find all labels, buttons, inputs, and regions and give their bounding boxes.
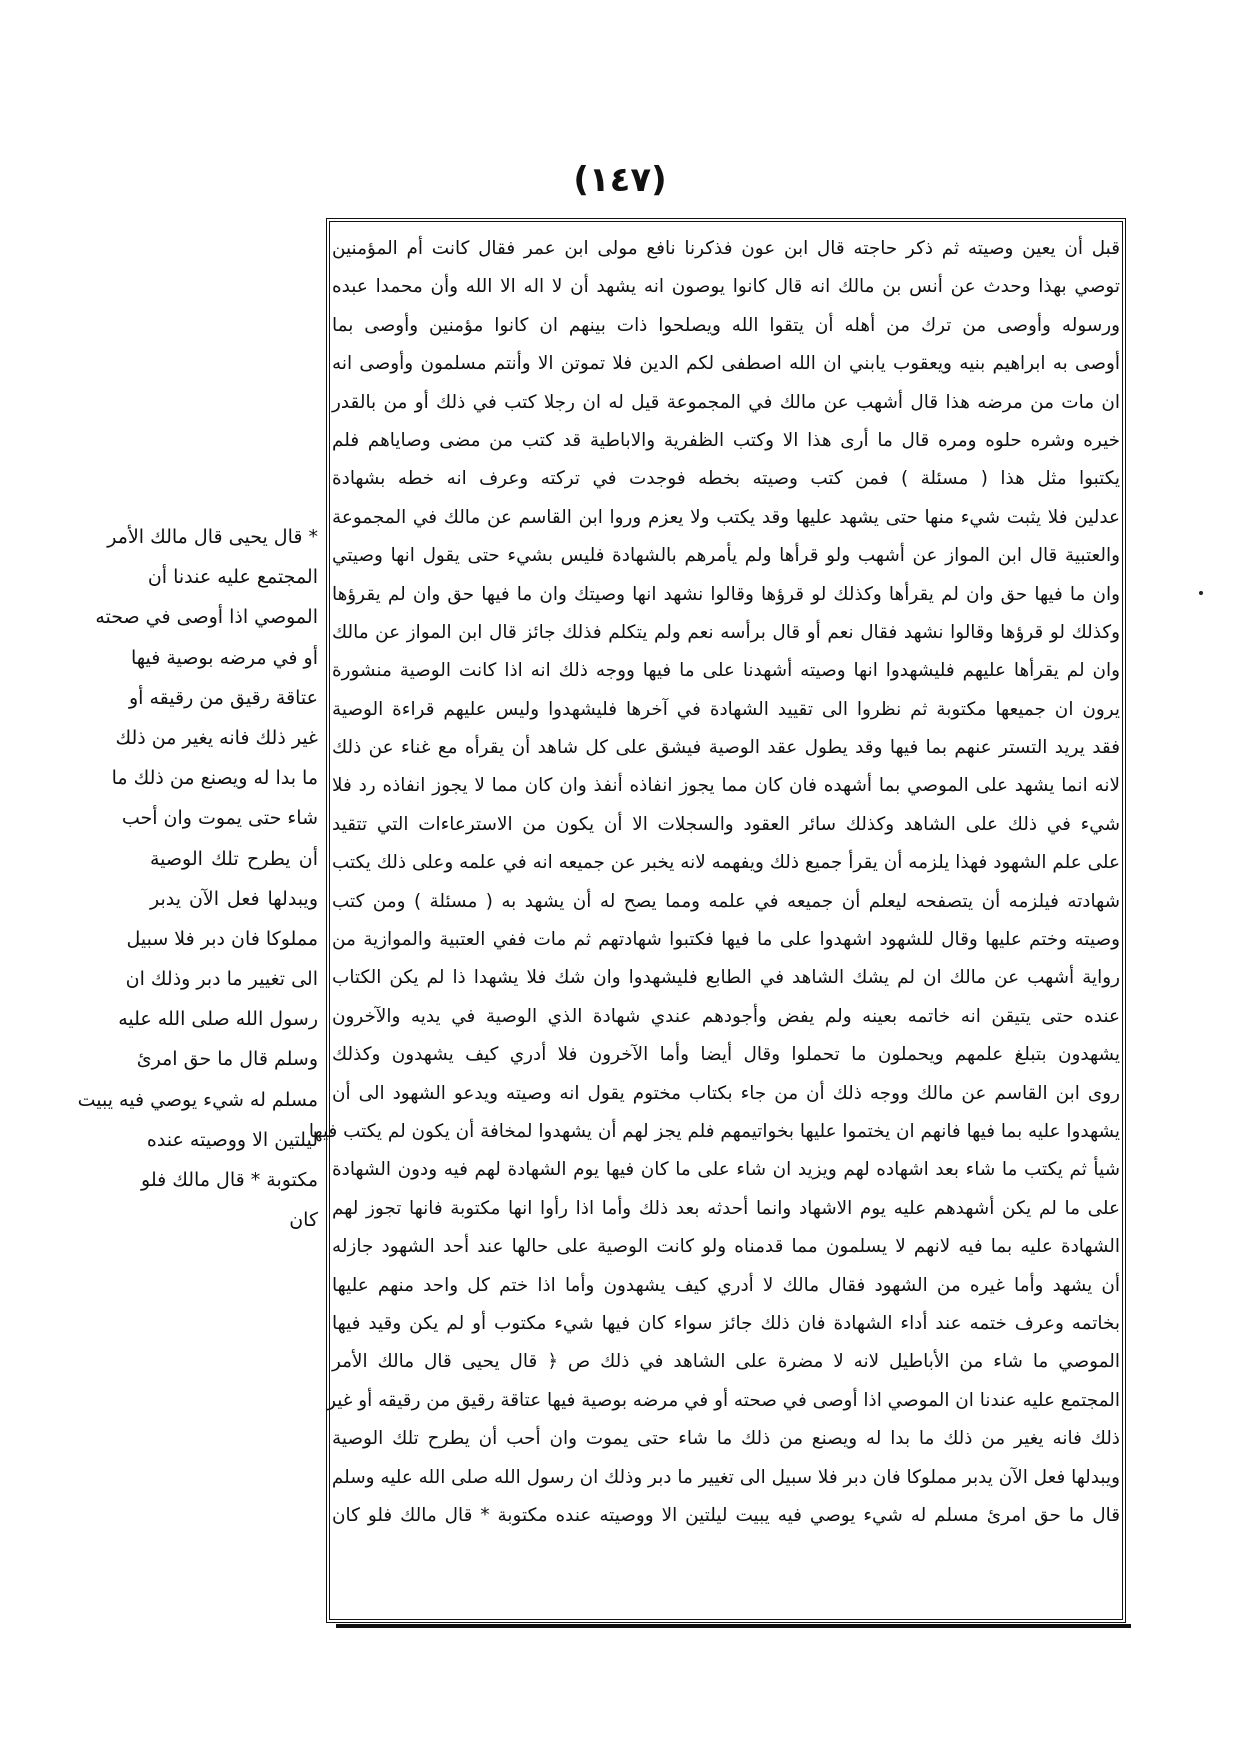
margin-note-line: رسول الله صلى الله عليه: [118, 1008, 318, 1031]
main-text-line: يشهدوا عليه بما فيها فانهم ان يختموا عليها بخواتيمهم فلم يجز لهم أن يشهدوا لمخافة أن يكون لم يكتب فيها: [308, 1120, 1120, 1142]
main-text-line: قبل أن يعين وصيته ثم ذكر حاجته قال ابن عون فذكرنا نافع مولى ابن عمر فقال كانت أم المؤمنين: [332, 238, 1120, 259]
ink-speck: [1199, 591, 1203, 595]
margin-note-line: الموصي اذا أوصى في صحته: [95, 606, 318, 629]
main-text-line: روى ابن القاسم عن مالك ووجه ذلك أن من جاء بكتاب مختوم يقول انه وصيته ويدعو الشهود الى أن: [332, 1082, 1120, 1104]
page-number: (١٤٧): [573, 160, 667, 200]
margin-note-line: كان: [289, 1209, 318, 1232]
margin-note-line: وسلم قال ما حق امرئ: [136, 1048, 318, 1071]
margin-note-line: مسلم له شيء يوصي فيه يبيت: [77, 1088, 318, 1111]
main-text-line: وكذلك لو قرؤها وقالوا نشهد فقال نعم أو قال برأسه نعم ولم يتكلم فذلك جائز قال ابن المواز عن مالك: [332, 621, 1120, 643]
margin-note-line: أو في مرضه بوصية فيها: [130, 646, 318, 669]
margin-note-line: شاء حتى يموت وان أحب: [121, 807, 318, 830]
main-text-line: يرون ان جميعها مكتوبة ثم نظروا الى تقييد الشهادة في آخرها فليشهدوا وليس عليهم قراءة الوصية: [332, 698, 1120, 720]
main-text-line: وان لم يقرأها عليهم فليشهدوا انها وصيته أشهدنا على ما فيها ووجه ذلك انه اذا كانت الوصية منشورة: [332, 660, 1120, 682]
main-text-line: لانه انما يشهد على الموصي بما أشهده فان كان مما يجوز انفاذه أنفذ وان كان مما لا يجوز انفاذه رد فلا: [332, 775, 1120, 797]
main-text-line: أوصى به ابراهيم بنيه ويعقوب يابني ان الله اصطفى لكم الدين فلا تموتن الا وأنتم مسلمون وأوصى انه: [332, 353, 1120, 375]
main-text-line: رواية أشهب عن مالك ان لم يشك الشاهد في الطابع فليشهدوا وان شك فلا يشهدا ذا لم يكن الكتاب: [332, 967, 1120, 989]
margin-note-line: * قال يحيى قال مالك الأمر: [107, 526, 318, 548]
margin-note-line: ويبدلها فعل الآن يدبر: [150, 887, 318, 910]
margin-note-line: غير ذلك فانه يغير من ذلك: [115, 726, 318, 749]
main-text-line: يشهدون بتبلغ علمهم ويحملون ما تحملوا وقال أيضا وأما الآخرون فلا أدري كيف يشهدون وكذلك: [332, 1044, 1120, 1066]
margin-note-line: أن يطرح تلك الوصية: [150, 847, 318, 870]
main-text-line: وان ما فيها حق وان لم يقرأها وكذلك لو قرؤها وقالوا نشهد انها وصيتك وان ما فيها حق وان لم يقرؤها: [332, 583, 1120, 605]
margin-note: [77, 517, 318, 1240]
margin-note-line: المجتمع عليه عندنا أن: [147, 566, 318, 589]
main-text-line: شيأ ثم يكتب ما شاء بعد اشهاده لهم ويزيد ان شاء على ما كان فيها يوم الشهادة لهم فيه ودون الشهادة: [332, 1159, 1120, 1181]
main-text-line: عنده حتى يتيقن انه خاتمه بعينه ولم يفض وأجودهم عندي شهادة الذي الوصية في يديه والآخرون: [332, 1005, 1120, 1027]
main-text-line: ويبدلها فعل الآن يدبر مملوكا فان دبر فلا سبيل الى تغيير ما دبر وذلك ان رسول الله صلى الله عليه وسلم: [331, 1466, 1120, 1488]
main-text-line: خيره وشره حلوه ومره قال ما أرى هذا الا وكتب الظفرية والاباطية قد كتب من مضى وصاياهم فلم: [332, 429, 1120, 451]
main-text-line: ان مات من مرضه هذا قال أشهب عن مالك في المجموعة قيل له ان رجلا كتب في ذلك أو من بالقدر: [332, 391, 1120, 413]
margin-note-line: عتاقة رقيق من رقيقه أو: [128, 686, 318, 709]
margin-note-line: ليلتين الا ووصيته عنده: [146, 1128, 318, 1151]
main-text-line: على علم الشهود فهذا يلزمه أن يقرأ جميع ذلك ويفهمه لانه يخبر عن جميعه انه في علمه وعلى ذلك يكتب: [332, 852, 1120, 874]
margin-note-line: الى تغيير ما دبر وذلك ان: [125, 968, 318, 991]
main-text-line: فقد يريد التستر عنهم بما فيها وقد يطول عقد الوصية فيشق على كل شاهد أن يقرأه مع غناء عن ذلك: [332, 737, 1120, 759]
main-text-line: عدلين فلا يثبت شيء منها حتى يشهد عليها وقد يكتب ولا يعزم وروا ابن القاسم عن مالك في المجموعة: [332, 506, 1120, 528]
margin-note-line: ما بدا له ويصنع من ذلك ما: [111, 767, 318, 790]
main-text-line: يكتبوا مثل هذا ( مسئلة ) فمن كتب وصيته بخطه فوجدت في تركته وعرف انه خطه بشهادة: [332, 468, 1120, 490]
main-text-line: وصيته وختم عليها وقال للشهود اشهدوا على ما فيها فكتبوا شهادتهم ثم مات ففي العتبية والموازية من: [332, 929, 1120, 951]
main-text-line: قال ما حق امرئ مسلم له شيء يوصي فيه يبيت ليلتين الا ووصيته عنده مكتوبة * قال مالك فلو كان: [332, 1504, 1120, 1526]
margin-note-line: مكتوبة * قال مالك فلو: [141, 1169, 318, 1191]
main-text-line: أن يشهد وأما غيره من الشهود فقال مالك لا أدري كيف يشهدون وأما اذا ختم كل واحد منهم عليها: [332, 1274, 1120, 1296]
main-text-line: شهادته فيلزمه أن يتصفحه ليعلم أن جميعه في علمه ومما يصح له أن يشهد به ( مسئلة ) ومن كتب: [332, 890, 1120, 912]
main-text-line: شيء في ذلك على الشاهد وكذلك سائر العقود والسجلات الا أن يكون من الاسترعاءات التي تتقيد: [332, 813, 1120, 835]
main-text-line: الموصي ما شاء من الأباطيل لانه لا مضرة على الشاهد في ذلك ص ﴿ قال يحيى قال مالك الأمر: [332, 1351, 1120, 1373]
main-text-body: [308, 230, 1120, 1612]
main-text-line: بخاتمه وعرف ختمه عند أداء الشهادة فان ذلك جائز سواء كان فيها شيء مكتوب أو لم يكن وقيد فيها: [332, 1312, 1120, 1334]
margin-note-line: مملوكا فان دبر فلا سبيل: [126, 927, 318, 950]
main-text-line: ذلك فانه يغير من ذلك ما بدا له ويصنع من ذلك ما شاء حتى يموت وان أحب أن يطرح تلك الوصية: [332, 1428, 1120, 1450]
main-text-line: على ما لم يكن أشهدهم عليه يوم الاشهاد وانما أحدثه بعد ذلك وأما اذا رأوا انها مكتوبة فانها تجوز لهم: [332, 1197, 1120, 1219]
main-text-line: الشهادة عليه بما فيه لانهم لا يسلمون مما قدمناه ولو كانت الوصية على حالها عند أحد الشهود جازله: [332, 1236, 1120, 1258]
main-text-line: ورسوله وأوصى من ترك من أهله أن يتقوا الله ويصلحوا ذات بينهم ان كانوا مؤمنين وأوصى بما: [332, 314, 1120, 336]
main-text-line: والعتبية قال ابن المواز عن أشهب ولو قرأها ولم يأمرهم بالشهادة فليس بشيء حتى يقول انها وصيتي: [332, 545, 1120, 567]
main-text-line: توصي بهذا وحدث عن أنس بن مالك انه قال كانوا يوصون انه يشهد أن لا اله الا الله وأن محمدا عبده: [332, 276, 1120, 298]
main-text-line: المجتمع عليه عندنا ان الموصي اذا أوصى في صحته أو في مرضه بوصية فيها عتاقة رقيق من رقيقه أو غير: [327, 1389, 1120, 1411]
